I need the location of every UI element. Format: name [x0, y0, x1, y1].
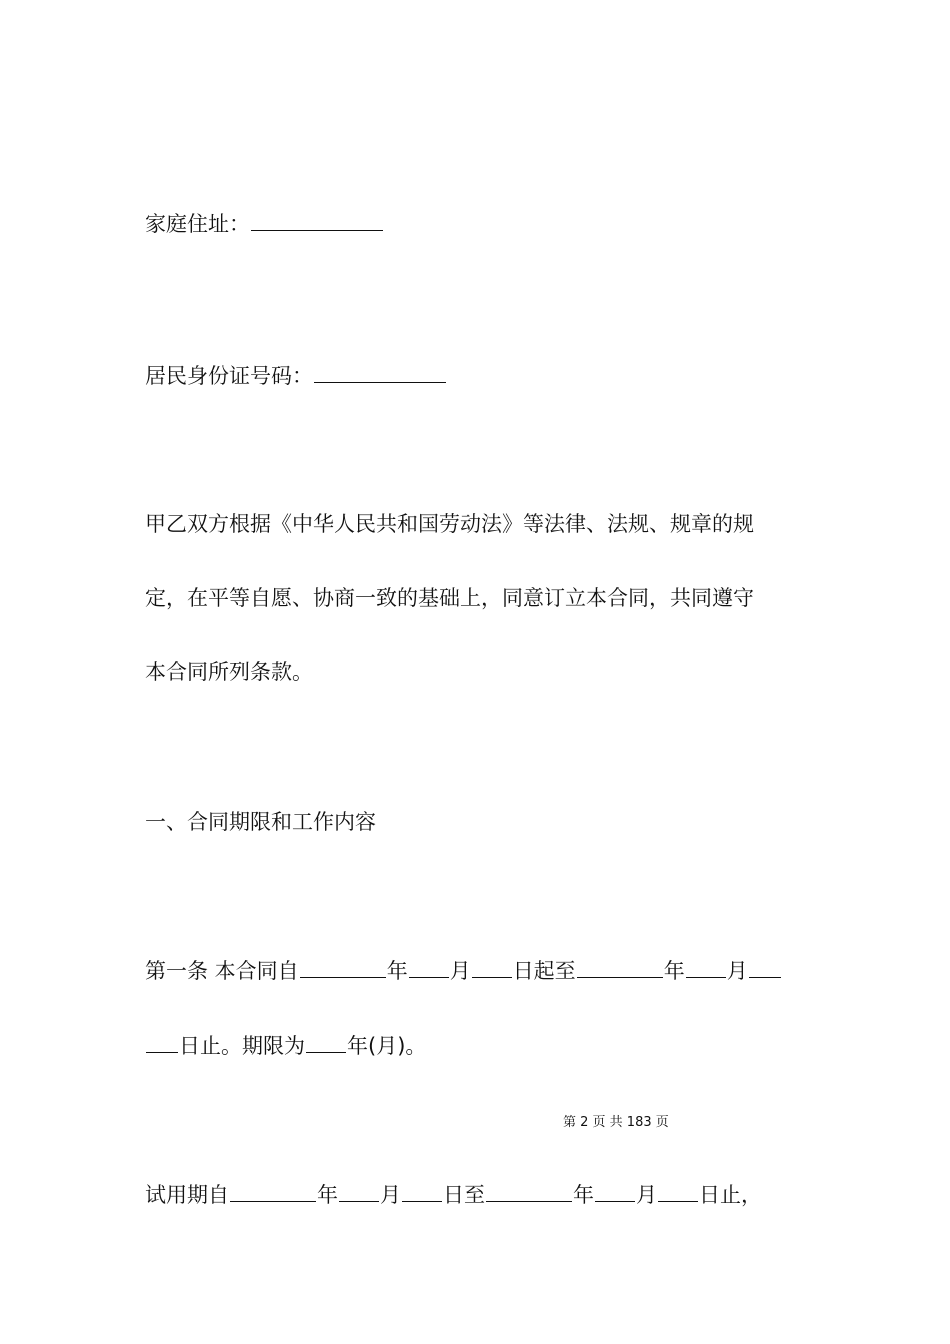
probation-month-text-2: 月: [636, 1183, 657, 1207]
start-day-blank: [472, 959, 512, 978]
period-unit: 年(月)。: [347, 1034, 427, 1058]
period-blank: [306, 1034, 346, 1053]
article-1-prefix: 第一条 本合同自: [145, 959, 299, 983]
end-day-blank-part2: [146, 1034, 178, 1053]
start-month-blank: [409, 959, 449, 978]
day-from-text: 日起至: [512, 959, 576, 983]
intro-line-2: 定，在平等自愿、协商一致的基础上，同意订立本合同，共同遵守: [145, 586, 754, 610]
month-text: 月: [449, 959, 471, 983]
address-label: 家庭住址：: [145, 212, 250, 236]
intro-line-3: 本合同所列条款。: [145, 660, 313, 684]
probation-end-year-blank: [486, 1183, 572, 1202]
article-1-line-1: [145, 957, 782, 985]
probation-day-to-text: 日至: [443, 1183, 485, 1207]
probation-year-text: 年: [317, 1183, 338, 1207]
year-text: 年: [386, 959, 408, 983]
intro-line-1: 甲乙双方根据《中华人民共和国劳动法》等法律、法规、规章的规: [145, 512, 754, 536]
id-number-blank: [314, 364, 446, 383]
end-month-blank: [686, 959, 726, 978]
page-footer: 第 2 页 共 183 页: [563, 1115, 669, 1130]
end-year-blank: [577, 959, 663, 978]
start-year-blank: [300, 959, 386, 978]
probation-line: [145, 1181, 762, 1209]
address-line: [145, 210, 384, 238]
probation-month-text: 月: [380, 1183, 401, 1207]
year-text-2: 年: [663, 959, 685, 983]
probation-end-month-blank: [595, 1183, 635, 1202]
id-number-line: [145, 362, 447, 390]
probation-start-year-blank: [230, 1183, 316, 1202]
end-day-blank-part1: [749, 959, 781, 978]
probation-end-day-blank: [658, 1183, 698, 1202]
section-heading: 一、合同期限和工作内容: [145, 810, 376, 834]
probation-prefix: 试用期自: [145, 1183, 229, 1207]
id-number-label: 居民身份证号码：: [145, 364, 313, 388]
month-text-2: 月: [726, 959, 748, 983]
day-end-text: 日止。期限为: [179, 1034, 305, 1058]
probation-day-end-text: 日止，: [699, 1183, 762, 1207]
address-blank: [251, 212, 383, 231]
probation-year-text-2: 年: [573, 1183, 594, 1207]
probation-start-day-blank: [402, 1183, 442, 1202]
probation-start-month-blank: [339, 1183, 379, 1202]
article-1-line-2: [145, 1032, 426, 1060]
